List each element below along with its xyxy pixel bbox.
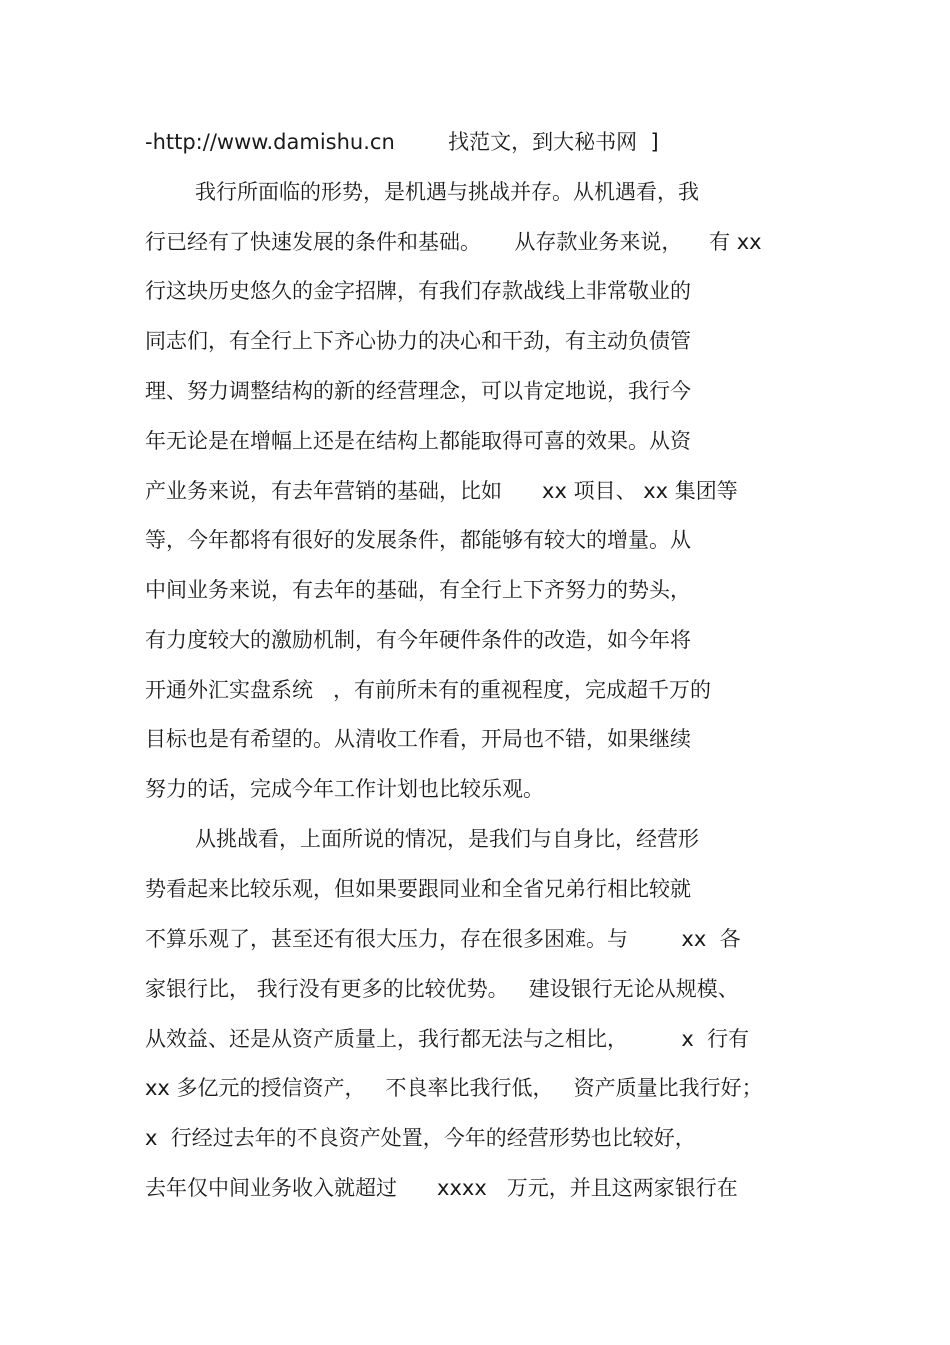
paragraph-line: 势看起来比较乐观，但如果要跟同业和全省兄弟行相比较就 <box>145 877 691 901</box>
paragraph-line: xx 多亿元的授信资产， 不良率比我行低， 资产质量比我行好； <box>145 1076 763 1100</box>
paragraph-line: 年无论是在增幅上还是在结构上都能取得可喜的效果。从资 <box>145 429 691 453</box>
paragraph-line: 目标也是有希望的。从清收工作看，开局也不错，如果继续 <box>145 727 691 751</box>
paragraph-line: 同志们，有全行上下齐心协力的决心和干劲，有主动负债管 <box>145 329 691 353</box>
paragraph-line: 从效益、还是从资产质量上，我行都无法与之相比， x 行有 <box>145 1027 750 1051</box>
paragraph-line: 家银行比， 我行没有更多的比较优势。 建设银行无论从规模、 <box>145 977 739 1001</box>
paragraph-line: 中间业务来说，有去年的基础，有全行上下齐努力的势头， <box>145 578 691 602</box>
paragraph-line: 行这块历史悠久的金字招牌，有我们存款战线上非常敬业的 <box>145 279 691 303</box>
paragraph-line: 有力度较大的激励机制，有今年硬件条件的改造，如今年将 <box>145 628 691 652</box>
paragraph-line: 开通外汇实盘系统 ，有前所未有的重视程度，完成超千万的 <box>145 678 712 702</box>
header-source-line: -http://www.damishu.cn 找范文，到大秘书网 ] <box>145 130 659 154</box>
paragraph-line: 等，今年都将有很好的发展条件，都能够有较大的增量。从 <box>145 528 691 552</box>
paragraph-line: 产业务来说，有去年营销的基础，比如 xx 项目、 xx 集团等 <box>145 479 738 503</box>
paragraph-line: 我行所面临的形势，是机遇与挑战并存。从机遇看，我 <box>195 180 699 204</box>
paragraph-line: 行已经有了快速发展的条件和基础。 从存款业务来说， 有 xx <box>145 230 762 254</box>
paragraph-line: 努力的话，完成今年工作计划也比较乐观。 <box>145 777 544 801</box>
paragraph-line: 理、努力调整结构的新的经营理念，可以肯定地说，我行今 <box>145 379 691 403</box>
paragraph-line: 从挑战看，上面所说的情况，是我们与自身比，经营形 <box>195 827 699 851</box>
paragraph-line: x 行经过去年的不良资产处置，今年的经营形势也比较好， <box>145 1126 696 1150</box>
paragraph-line: 去年仅中间业务收入就超过 xxxx 万元，并且这两家银行在 <box>145 1176 738 1200</box>
paragraph-line: 不算乐观了，甚至还有很大压力，存在很多困难。与 xx 各 <box>145 927 741 951</box>
